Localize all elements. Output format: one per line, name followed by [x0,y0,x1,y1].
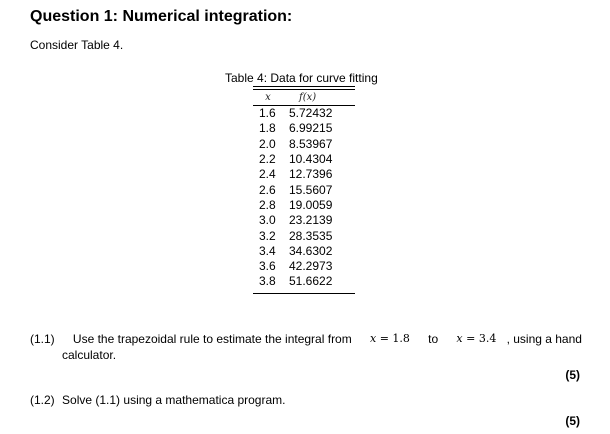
table-top-rule [253,86,355,87]
part-1-1-math-upper: x = 3.4 [456,332,497,345]
table-row [253,198,355,213]
table-body [253,106,355,290]
table-row [253,121,355,136]
cell-x: 2.4 [259,167,276,182]
part-1-1-to: to [428,332,439,346]
cell-x: 3.4 [259,243,276,258]
cell-x: 2.0 [259,136,276,151]
table-caption: Table 4: Data for curve fitting [225,71,378,85]
table-header-row [253,90,355,105]
cell-x: 3.8 [259,274,276,289]
table-row [253,182,355,197]
intro-text: Consider Table 4. [30,38,124,52]
part-1-2-text: Solve (1.1) using a mathematica program. [62,393,286,407]
cell-x: 2.6 [259,182,276,197]
data-table [253,86,355,294]
cell-fx: 6.99215 [289,121,333,136]
cell-fx: 34.6302 [289,243,333,258]
table-row [253,137,355,152]
table-row [253,274,355,289]
part-1-1-text-c: calculator. [62,348,117,362]
table-row [253,244,355,259]
cell-x: 3.6 [259,259,276,274]
part-1-1 [30,331,582,363]
table-row [253,167,355,182]
cell-x: 1.8 [259,121,276,136]
part-1-1-number: (1.1) [30,332,55,346]
cell-fx: 8.53967 [289,136,333,151]
cell-fx: 5.72432 [289,106,333,121]
part-1-2-number: (1.2) [30,393,55,407]
table-row [253,259,355,274]
cell-x: 2.8 [259,197,276,212]
part-1-2 [30,392,285,408]
cell-x: 3.2 [259,228,276,243]
cell-x: 1.6 [259,106,276,121]
cell-x: 3.0 [259,213,276,228]
part-1-1-math-lower: x = 1.8 [369,332,410,345]
cell-fx: 28.3535 [289,228,333,243]
cell-fx: 51.6622 [289,274,333,289]
part-1-1-text-b: , using a hand [506,332,582,346]
part-1-2-marks: (5) [565,414,580,428]
header-fx: f(x) [299,92,317,103]
cell-fx: 42.2973 [289,259,333,274]
cell-x: 2.2 [259,152,276,167]
header-x: x [265,92,271,103]
cell-fx: 10.4304 [289,152,333,167]
cell-fx: 19.0059 [289,197,333,212]
cell-fx: 15.5607 [289,182,333,197]
table-row [253,213,355,228]
cell-fx: 23.2139 [289,213,333,228]
part-1-1-marks: (5) [565,368,580,382]
table-row [253,228,355,243]
question-heading: Question 1: Numerical integration: [30,8,293,25]
table-row [253,106,355,121]
table-bottom-rule [253,293,355,294]
cell-fx: 12.7396 [289,167,333,182]
part-1-1-text-a: Use the trapezoidal rule to estimate the integral from [72,332,352,346]
table-row [253,152,355,167]
